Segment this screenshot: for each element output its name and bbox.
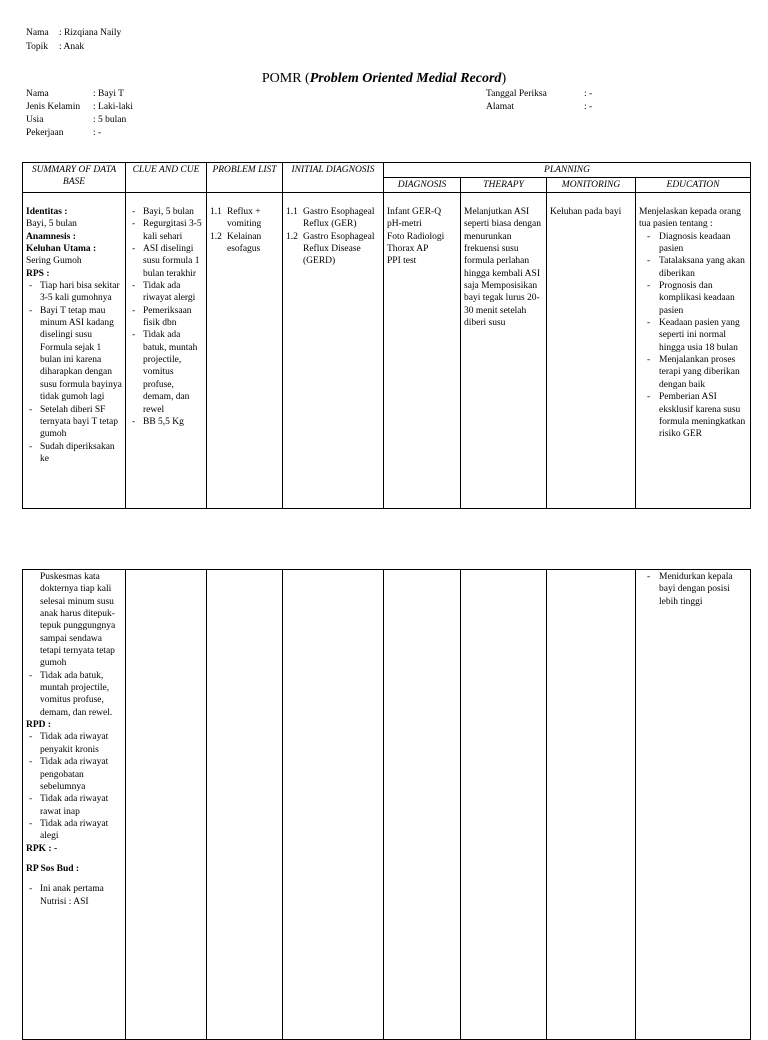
list-item: - Tidak ada riwayat penyakit kronis: [26, 731, 122, 756]
list-item: - Tidak ada batuk, muntah projectile, vomitus profuse, demam, dan rewel.: [26, 670, 122, 719]
list-item: - Tidak ada riwayat pengobatan sebelumnya: [26, 756, 122, 793]
monitoring-text: Keluhan pada bayi: [550, 207, 622, 217]
numbered-item: [286, 231, 380, 268]
rpd-list: [26, 731, 122, 842]
patient-field-value: : -: [584, 89, 593, 99]
header-initial-diagnosis: INITIAL DIAGNOSIS: [283, 163, 384, 193]
clue-cell-continued: [126, 570, 207, 1040]
education-continued-list: [639, 571, 747, 608]
rps-continued-list: [26, 670, 122, 719]
clue-list: [129, 206, 203, 428]
list-item: - Bayi, 5 bulan: [129, 206, 203, 218]
header-monitoring: MONITORING: [547, 178, 636, 193]
patient-field-label: Alamat: [486, 102, 514, 112]
diagnosis-cell-continued: [384, 570, 461, 1040]
header-summary: SUMMARY OF DATA BASE: [23, 163, 126, 193]
patient-field-value: : Laki-laki: [93, 102, 133, 112]
diagnosis-line: Thorax AP: [387, 244, 429, 255]
patient-field-label: Tanggal Periksa: [486, 89, 547, 99]
list-item: - Tatalaksana yang akan diberikan: [639, 255, 747, 280]
author-topic-value: : Anak: [59, 42, 85, 52]
item-text: Gastro Esophageal Reflux Disease (GERD): [303, 231, 375, 267]
author-topic-label: Topik: [26, 42, 49, 52]
problem-cell-continued: [207, 570, 283, 1040]
list-item: - Menjalankan proses terapi yang diberikan dengan baik: [639, 354, 747, 391]
header-planning: PLANNING: [384, 163, 751, 178]
identitas-value: Bayi, 5 bulan: [26, 219, 77, 230]
list-item: - Tidak ada riwayat alegi: [26, 818, 122, 843]
patient-field-label: Jenis Kelamin: [26, 102, 81, 112]
patient-field: [486, 88, 592, 101]
patient-field: [26, 88, 133, 101]
patient-field-value: : Bayi T: [93, 89, 124, 99]
rpd-heading: RPD :: [26, 720, 52, 731]
patient-field-value: : -: [584, 102, 593, 112]
list-item: - Prognosis dan komplikasi keadaan pasien: [639, 280, 747, 317]
list-item: - ASI diselingi susu formula 1 bulan terakhir: [129, 243, 203, 280]
problem-list: [210, 206, 279, 255]
diagnosis-line: Infant GER-Q: [387, 207, 442, 217]
header-clue: CLUE AND CUE: [126, 163, 207, 193]
patient-info-right: [486, 88, 592, 114]
item-number: 1.1: [210, 207, 222, 217]
patient-field-label: Nama: [26, 89, 49, 99]
rpsos-heading: RP Sos Bud :: [26, 863, 80, 874]
initial-diagnosis-list: [286, 206, 380, 268]
rps-list: [26, 280, 122, 465]
identitas-heading: Identitas :: [26, 207, 68, 217]
list-item: - Bayi T tetap mau minum ASI kadang diselingi susu Formula sejak 1 bulan ini karena diharapkan dengan susu formula bayinya tidak gumoh lagi: [26, 305, 122, 404]
diagnosis-line: Foto Radiologi: [387, 231, 445, 242]
diagnosis-line: pH-metri: [387, 219, 422, 230]
header-education: EDUCATION: [636, 178, 751, 193]
rpsos-list: [26, 883, 122, 895]
list-item: - Pemeriksaan fisik dbn: [129, 305, 203, 330]
summary-cell: [23, 193, 126, 509]
header-therapy: THERAPY: [461, 178, 547, 193]
author-name-label: Nama: [26, 28, 49, 38]
item-text: Kelainan esofagus: [227, 231, 262, 255]
initial-diagnosis-cell: [283, 193, 384, 509]
list-item: - Tidak ada batuk, muntah projectile, vomitus profuse, demam, dan rewel: [129, 329, 203, 415]
list-item: - Tiap hari bisa sekitar 3-5 kali gumohnya: [26, 280, 122, 305]
item-text: Reflux + vomiting: [227, 207, 262, 230]
pomr-table-part-1: [22, 162, 751, 509]
patient-field: [486, 101, 592, 114]
rps-heading: RPS :: [26, 268, 50, 279]
diagnosis-line: PPI test: [387, 256, 417, 267]
anamnesis-heading: Anamnesis :: [26, 231, 76, 242]
diagnosis-cell: [384, 193, 461, 509]
rpk-heading: RPK : -: [26, 843, 58, 854]
list-item: - BB 5,5 Kg: [129, 416, 203, 428]
monitoring-cell: [547, 193, 636, 509]
item-number: 1.2: [286, 231, 298, 242]
patient-field: [26, 127, 133, 140]
list-item: - Pemberian ASI eksklusif karena susu formula meningkatkan risiko GER: [639, 391, 747, 440]
education-cell-continued: [636, 570, 751, 1040]
nutrisi-line: Nutrisi : ASI: [40, 896, 89, 907]
rps-continued-text: Puskesmas kata dokternya tiap kali selesai minum susu anak harus ditepuk- tepuk punggungnya sampai sendawa tetapi ternyata tetap gumoh: [40, 572, 116, 669]
list-item: - Tidak ada riwayat rawat inap: [26, 793, 122, 818]
header-problem: PROBLEM LIST: [207, 163, 283, 193]
list-item: - Regurgitasi 3-5 kali sehari: [129, 218, 203, 243]
keluhan-value: Sering Gumoh: [26, 256, 82, 267]
numbered-item: [210, 231, 279, 256]
list-item: - Setelah diberi SF ternyata bayi T tetap gumoh: [26, 404, 122, 441]
list-item: - Keadaan pasien yang seperti ini normal hingga usia 18 bulan: [639, 317, 747, 354]
diagnosis-lines: [387, 206, 457, 268]
patient-field: [26, 114, 133, 127]
item-text: Gastro Esophageal Reflux (GER): [303, 207, 375, 230]
page-title: POMR (Problem Oriented Medial Record): [261, 71, 507, 86]
list-item: - Tidak ada riwayat alergi: [129, 280, 203, 305]
list-item: - Ini anak pertama: [26, 883, 122, 895]
patient-field-value: : -: [93, 128, 102, 138]
monitoring-cell-continued: [547, 570, 636, 1040]
item-number: 1.2: [210, 231, 222, 242]
author-block: [26, 26, 121, 54]
author-name-value: : Rizqiana Naily: [59, 28, 122, 38]
list-item: - Sudah diperiksakan ke: [26, 441, 122, 466]
education-cell: [636, 193, 751, 509]
keluhan-heading: Keluhan Utama :: [26, 244, 97, 255]
clue-cell: [126, 193, 207, 509]
therapy-cell-continued: [461, 570, 547, 1040]
list-item: - Menidurkan kepala bayi dengan posisi lebih tinggi: [639, 571, 747, 608]
list-item: - Diagnosis keadaan pasien: [639, 231, 747, 256]
initial-cell-continued: [283, 570, 384, 1040]
patient-field-label: Usia: [26, 115, 44, 125]
therapy-cell: [461, 193, 547, 509]
education-intro: Menjelaskan kepada orang tua pasien tentang :: [639, 207, 741, 230]
header-diagnosis: DIAGNOSIS: [384, 178, 461, 193]
numbered-item: [210, 206, 279, 231]
patient-field-label: Pekerjaan: [26, 128, 64, 138]
patient-info-left: [26, 88, 133, 140]
item-number: 1.1: [286, 207, 298, 217]
patient-field: [26, 101, 133, 114]
numbered-item: [286, 206, 380, 231]
summary-cell-continued: [23, 570, 126, 1040]
therapy-text: Melanjutkan ASI seperti biasa dengan menurunkan frekuensi susu formula perlahan hingga kembali ASI saja Memposisikan bayi tegak lurus 20-30 menit setelah diberi susu: [464, 207, 542, 329]
education-list: [639, 231, 747, 441]
pomr-table-part-2: [22, 569, 751, 1040]
problem-cell: [207, 193, 283, 509]
patient-field-value: : 5 bulan: [93, 115, 127, 125]
